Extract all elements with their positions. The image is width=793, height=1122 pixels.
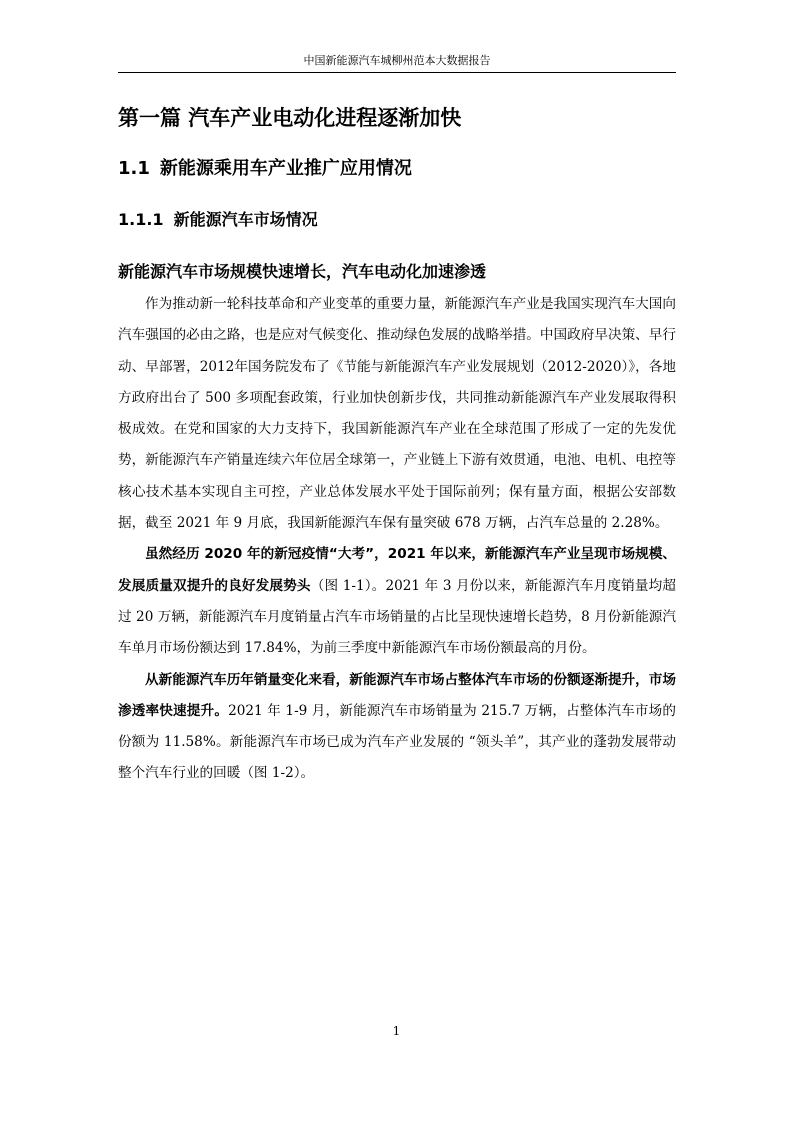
subsection-heading [118, 200, 676, 240]
paragraph-2 [118, 539, 676, 664]
page-body [118, 98, 676, 790]
paragraph-2-body: （图 1-1）。2021 年 3 月份以来，新能源汽车月度销量均超过 20 万辆，新能源汽车月度销量占汽车市场销量的占比呈现快速增长趋势，8 月份新能源汽车单月市场份额达到 17.84%，为前三季度中新能源汽车市场份额最高的月份。 [118, 577, 677, 657]
paragraph-2-emphasis: 虽然经历 2020 年的新冠疫情“大考”，2021 年以来，新能源汽车产业呈现市场规模、发展质量双提升的良好发展势头 [118, 546, 676, 594]
header-divider [118, 72, 676, 73]
paragraph-3 [118, 665, 676, 790]
subsection-title: 新能源汽车市场情况 [173, 210, 318, 229]
section-number: 1.1 [118, 158, 150, 179]
paragraph-1: 作为推动新一轮科技革命和产业变革的重要力量，新能源汽车产业是我国实现汽车大国向汽车强国的必由之路，也是应对气候变化、推动绿色发展的战略举措。中国政府早决策、早行动、早部署，2012年国务院发布了《节能与新能源汽车产业发展规划（2012-2020）》，各地方政府出台了 500 多项配套政策，行业加快创新步伐，共同推动新能源汽车产业发展取得积极成效。在党和国家的大力支持下，我国新能源汽车产业在全球范围了形成了一定的先发优势，新能源汽车产销量连续六年位居全球第一，产业链上下游有效贯通，电池、电机、电控等核心技术基本实现自主可控，产业总体发展水平处于国际前列；保有量方面，根据公安部数据，截至 2021 年 9 月底，我国新能源汽车保有量突破 678 万辆，占汽车总量的 2.28%。 [118, 296, 676, 532]
paragraph-3-body: 2021 年 1-9 月，新能源汽车市场销量为 215.7 万辆，占整体汽车市场的份额为 11.58%。新能源汽车市场已成为汽车产业发展的 “领头羊”，其产业的蓬勃发展带动整个汽车行业的回暖（图 1-2）。 [118, 702, 677, 782]
part-title: 第一篇 汽车产业电动化进程逐渐加快 [118, 106, 462, 130]
running-header: 中国新能源汽车城柳州范本大数据报告 [303, 54, 491, 67]
subsection-number: 1.1.1 [118, 210, 164, 229]
section-heading [118, 149, 676, 189]
topic-headline: 新能源汽车市场规模快速增长，汽车电动化加速渗透 [118, 262, 487, 281]
page-number: 1 [392, 1024, 401, 1038]
paragraph-3-emphasis: 从新能源汽车历年销量变化来看，新能源汽车市场占整体汽车市场的份额逐渐提升，市场渗透率快速提升。 [118, 671, 676, 719]
section-title: 新能源乘用车产业推广应用情况 [159, 158, 412, 179]
